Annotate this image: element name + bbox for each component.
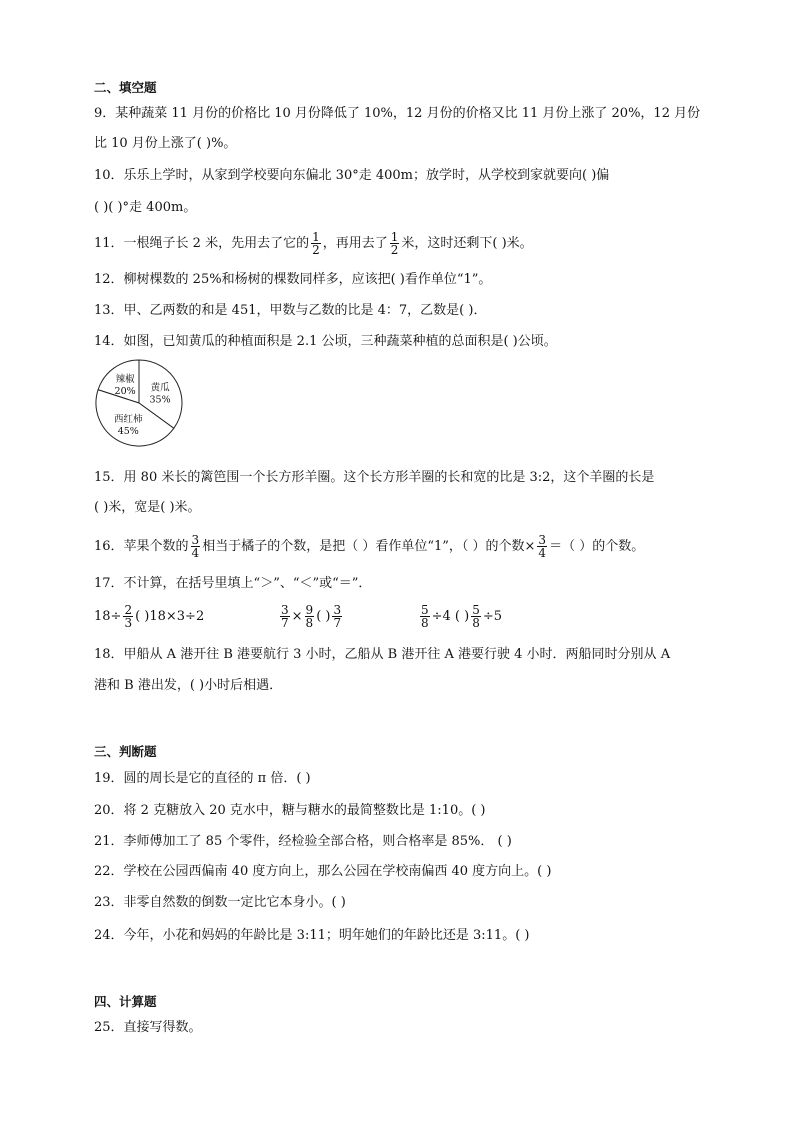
pie-label-name-3: 西红柿	[114, 414, 143, 426]
q25: 25．直接写得数。	[94, 1020, 202, 1035]
q16	[94, 534, 644, 559]
q20: 20．将 2 克糖放入 20 克水中，糖与糖水的最简整数比是 1:10。( )	[94, 803, 486, 818]
q16-fraction-1: $\frac{3}{4}$	[191, 533, 200, 560]
q9-line2: 比 10 月份上涨了( )%。	[94, 136, 237, 151]
q11-fraction-1: $\frac{1}{2}$	[312, 230, 320, 257]
q16-fraction-2: $\frac{3}{4}$	[538, 533, 547, 560]
section-fill-title: 二、填空题	[94, 80, 157, 95]
q13: 13．甲、乙两数的和是 451，甲数与乙数的比是 4：7，乙数是( )．	[94, 303, 487, 318]
q12: 12．柳树棵数的 25%和杨树的棵数同样多，应该把( )看作单位“1”。	[94, 272, 492, 287]
q23: 23．非零自然数的倒数一定比它本身小。( )	[94, 895, 346, 910]
q19: 19．圆的周长是它的直径的 π 倍．( )	[94, 771, 311, 786]
q14: 14．如图，已知黄瓜的种植面积是 2.1 公顷，三种蔬菜种植的总面积是( )公顷。	[94, 334, 557, 349]
q11-text-b: ，再用去了	[322, 236, 388, 251]
q17-expression-3: $\frac{5}{8}$ ÷4 ( ) $\frac{5}{8}$ ÷5	[421, 603, 503, 630]
section-judge-title: 三、判断题	[94, 744, 157, 759]
vegetable-pie-chart	[94, 358, 184, 448]
q9-line1: 9．某种蔬菜 11 月份的价格比 10 月份降低了 10%，12 月份的价格又比 11 月份上涨了 20%，12 月份	[94, 106, 701, 121]
q16-text-c: ＝（ ）的个数。	[549, 539, 645, 554]
q18-line1: 18．甲船从 A 港开往 B 港要航行 3 小时，乙船从 B 港开往 A 港要行驶 4 小时．两船同时分别从 A	[94, 647, 671, 662]
pie-label-pct-1: 20%	[114, 385, 136, 397]
q11-fraction-2: $\frac{1}{2}$	[390, 230, 399, 257]
q15-line2: ( )米，宽是( )米。	[94, 500, 201, 515]
pie-label-pct-3: 45%	[117, 426, 139, 438]
pie-label-pct-2: 35%	[149, 394, 171, 406]
q17-expression-2: $\frac{3}{7}$ × $\frac{9}{8}$ ( ) $\frac{3}{7}$	[281, 603, 342, 630]
q17-expression-1: 18÷ $\frac{2}{3}$ ( )18×3÷2	[94, 603, 205, 630]
q11	[94, 231, 533, 256]
q11-text-c: 米，这时还剩下( )米。	[401, 236, 533, 251]
pie-label-name-2: 黄瓜	[150, 382, 170, 394]
q22: 22．学校在公园西偏南 40 度方向上，那么公园在学校南偏西 40 度方向上。( )	[94, 864, 552, 879]
q18-line2: 港和 B 港出发，( )小时后相遇．	[94, 678, 283, 693]
q16-text-b: 相当于橘子的个数，是把（ ）看作单位“1”，（ ）的个数×	[202, 539, 536, 554]
q24: 24．今年，小花和妈妈的年龄比是 3:11；明年她们的年龄比还是 3:11。( )	[94, 928, 530, 943]
q15-line1: 15．用 80 米长的篱笆围一个长方形羊圈。这个长方形羊圈的长和宽的比是 3:2，这个羊圈的长是	[94, 470, 655, 485]
q10-line1: 10．乐乐上学时，从家到学校要向东偏北 30°走 400m；放学时，从学校到家就要向( )偏	[94, 168, 610, 183]
q16-text-a: 16．苹果个数的	[94, 539, 189, 554]
q10-line2: ( )( )°走 400m。	[94, 200, 197, 215]
q17: 17．不计算，在括号里填上“＞”、“＜”或“＝”．	[94, 576, 372, 591]
q17-e1-fraction: $\frac{2}{3}$	[124, 603, 133, 630]
section-calc-title: 四、计算题	[94, 994, 157, 1009]
q21: 21．李师傅加工了 85 个零件，经检验全部合格，则合格率是 85%． ( )	[94, 834, 512, 849]
pie-label-name-1: 辣椒	[115, 373, 135, 385]
q11-text-a: 11．一根绳子长 2 米，先用去了它的	[94, 236, 310, 251]
